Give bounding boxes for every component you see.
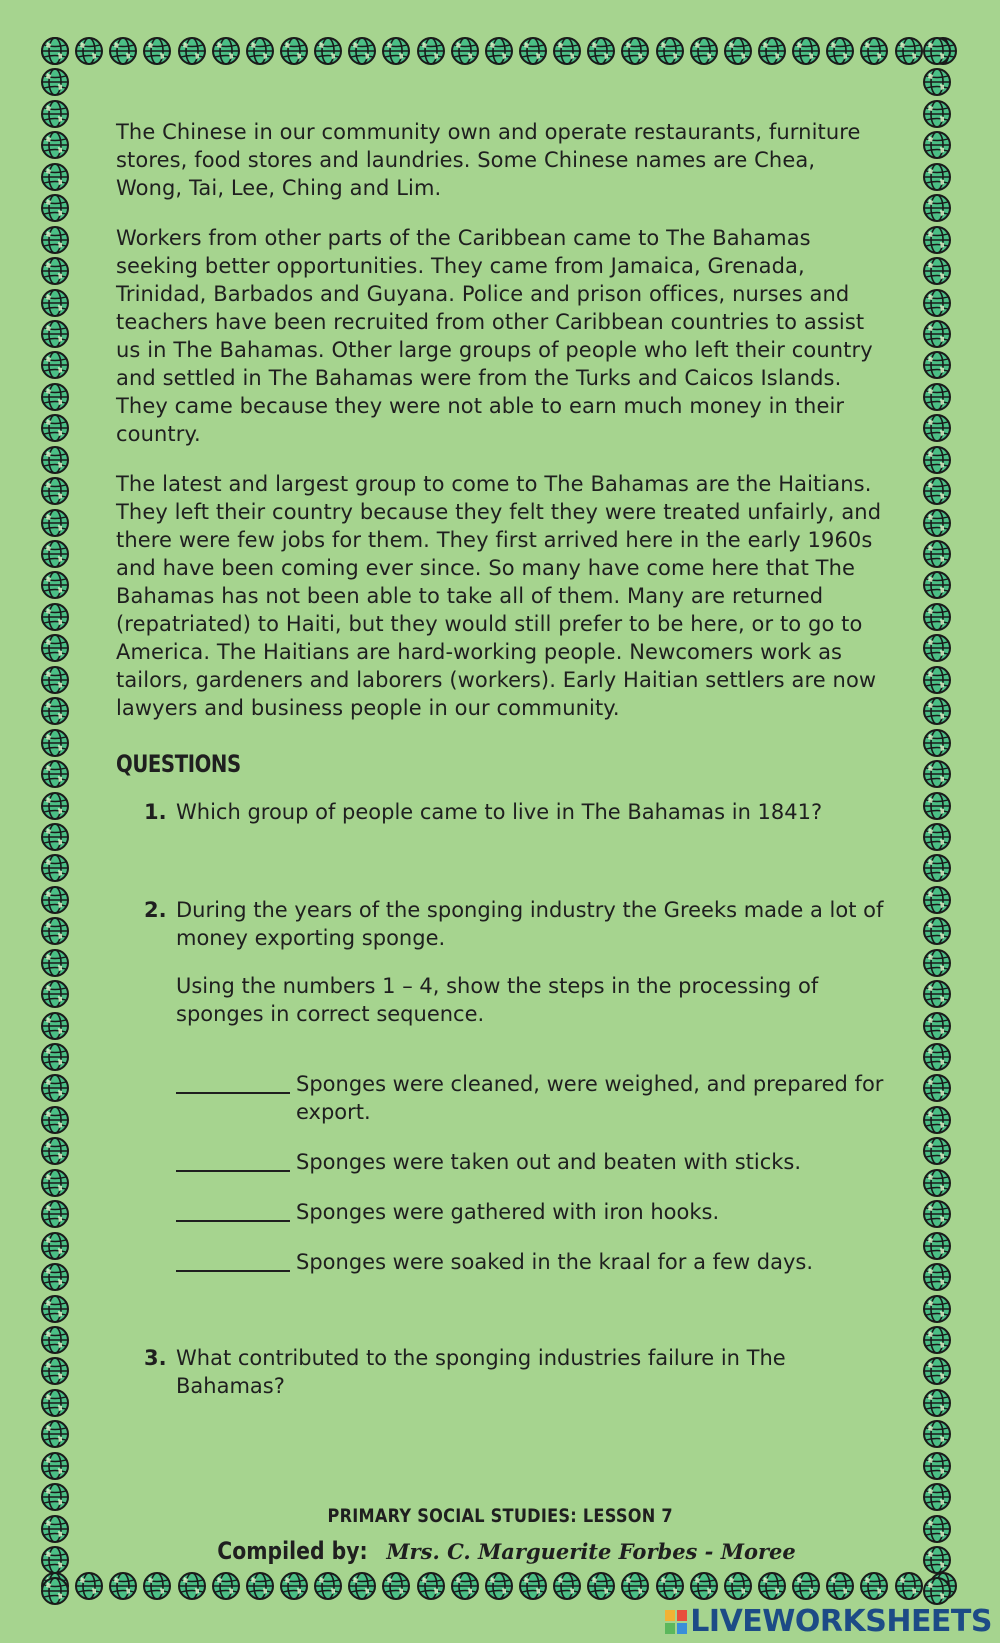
globe-icon xyxy=(177,1571,207,1601)
globe-icon xyxy=(723,1571,753,1601)
globe-icon xyxy=(922,1451,952,1481)
globe-icon xyxy=(859,36,889,66)
globe-icon xyxy=(922,1136,952,1166)
compiled-name: Mrs. C. Marguerite Forbes - Moree xyxy=(386,1539,796,1564)
globe-icon xyxy=(142,36,172,66)
globe-icon xyxy=(40,413,70,443)
globe-icon xyxy=(40,1451,70,1481)
globe-icon xyxy=(922,665,952,695)
globe-icon xyxy=(40,1231,70,1261)
globe-icon xyxy=(922,1168,952,1198)
globe-icon xyxy=(518,36,548,66)
globe-icon xyxy=(922,476,952,506)
globe-icon xyxy=(40,1042,70,1072)
liveworksheets-logo[interactable] xyxy=(665,1604,992,1639)
globe-icon xyxy=(655,36,685,66)
sequence-step xyxy=(176,1070,886,1126)
globe-icon xyxy=(40,288,70,318)
globe-icon xyxy=(922,319,952,349)
answer-blank[interactable] xyxy=(176,1148,290,1172)
footer-title-text: PRIMARY SOCIAL STUDIES: LESSON 7 xyxy=(327,1505,673,1527)
globe-icon xyxy=(894,1571,924,1601)
step-text: Sponges were gathered with iron hooks. xyxy=(296,1200,720,1224)
globe-icon xyxy=(40,633,70,663)
globe-icon xyxy=(40,759,70,789)
sequence-step xyxy=(176,1148,886,1176)
globe-icon xyxy=(922,162,952,192)
globe-icon xyxy=(922,979,952,1009)
globe-icon xyxy=(74,36,104,66)
globe-icon xyxy=(40,1325,70,1355)
question-text: During the years of the sponging industry the Greeks made a lot of money exporting sponge. xyxy=(176,898,884,950)
step-text: Sponges were taken out and beaten with sticks. xyxy=(296,1150,802,1174)
globe-icon xyxy=(381,1571,411,1601)
globe-icon xyxy=(40,853,70,883)
question-1 xyxy=(116,798,886,826)
globe-icon xyxy=(922,916,952,946)
globe-icon xyxy=(40,1011,70,1041)
globe-icon xyxy=(922,1042,952,1072)
globe-icon xyxy=(40,1199,70,1229)
globe-icon xyxy=(40,1356,70,1386)
answer-blank[interactable] xyxy=(176,1198,290,1222)
globe-icon xyxy=(922,1199,952,1229)
globe-icon xyxy=(40,791,70,821)
globe-icon xyxy=(922,288,952,318)
globe-icon xyxy=(922,1231,952,1261)
globe-icon xyxy=(40,602,70,632)
globe-icon xyxy=(586,1571,616,1601)
globe-icon xyxy=(922,1388,952,1418)
globe-icon xyxy=(245,1571,275,1601)
globe-icon xyxy=(922,539,952,569)
globe-icon xyxy=(40,1294,70,1324)
paragraph-haitians: The latest and largest group to come to The Bahamas are the Haitians. They left their country because they felt they were treated unfairly, and there were few jobs for them. They first arrived here in the early 1960s and have been coming ever since. So many have come here that The Bahamas has not been able to take all of them. Many are returned (repatriated) to Haiti, but they would still prefer to be here, or to go to America. The Haitians are hard-working people. Newcomers work as tailors, gardeners and laborers (workers). Early Haitian settlers are now lawyers and business people in our community. xyxy=(116,472,882,720)
globe-icon xyxy=(40,130,70,160)
globe-icon xyxy=(40,1073,70,1103)
globe-icon xyxy=(40,1168,70,1198)
globe-icon xyxy=(859,1571,889,1601)
globe-icon xyxy=(922,1073,952,1103)
globe-icon xyxy=(211,1571,241,1601)
globe-icon xyxy=(40,193,70,223)
globe-icon xyxy=(825,1571,855,1601)
question-instruction: Using the numbers 1 – 4, show the steps in the processing of sponges in correct sequence. xyxy=(176,974,819,1026)
globe-icon xyxy=(74,1571,104,1601)
globe-icon xyxy=(620,1571,650,1601)
globe-icon xyxy=(40,225,70,255)
globe-icon xyxy=(40,1419,70,1449)
globe-border-bottom xyxy=(40,1571,958,1607)
globe-icon xyxy=(40,916,70,946)
globe-icon xyxy=(108,36,138,66)
globe-icon xyxy=(40,1136,70,1166)
globe-icon xyxy=(40,1105,70,1135)
paragraph-caribbean: Workers from other parts of the Caribbean came to The Bahamas seeking better opportunities. They came from Jamaica, Grenada, Trinidad, Barbados and Guyana. Police and prison offices, nurses and teachers have been recruited from other Caribbean countries to assist us in The Bahamas. Other large groups of people who left their country and settled in The Bahamas were from the Turks and Caicos Islands. They came because they were not able to earn much money in their country. xyxy=(116,226,873,446)
globe-icon xyxy=(922,1105,952,1135)
globe-icon xyxy=(922,99,952,129)
globe-icon xyxy=(40,476,70,506)
compiled-label: Compiled by: xyxy=(217,1537,368,1565)
globe-icon xyxy=(655,1571,685,1601)
step-text: Sponges were soaked in the kraal for a few days. xyxy=(296,1250,814,1274)
globe-icon xyxy=(922,822,952,852)
globe-border-top xyxy=(40,36,958,72)
globe-icon xyxy=(922,130,952,160)
globe-icon xyxy=(922,36,952,66)
globe-icon xyxy=(211,36,241,66)
globe-icon xyxy=(40,948,70,978)
globe-icon xyxy=(922,1419,952,1449)
globe-icon xyxy=(586,36,616,66)
globe-icon xyxy=(922,885,952,915)
globe-icon xyxy=(922,225,952,255)
sequence-step xyxy=(176,1248,886,1276)
globe-icon xyxy=(922,728,952,758)
question-text: What contributed to the sponging industries failure in The Bahamas? xyxy=(176,1346,786,1398)
globe-icon xyxy=(40,319,70,349)
globe-icon xyxy=(279,1571,309,1601)
globe-icon xyxy=(40,162,70,192)
globe-icon xyxy=(279,36,309,66)
globe-icon xyxy=(552,36,582,66)
globe-icon xyxy=(552,1571,582,1601)
answer-blank[interactable] xyxy=(176,1248,290,1272)
worksheet-content xyxy=(116,118,886,1400)
globe-icon xyxy=(40,350,70,380)
globe-icon xyxy=(922,1325,952,1355)
globe-icon xyxy=(40,665,70,695)
globe-icon xyxy=(922,570,952,600)
globe-icon xyxy=(40,728,70,758)
globe-icon xyxy=(922,1356,952,1386)
globe-icon xyxy=(40,885,70,915)
globe-icon xyxy=(922,696,952,726)
globe-icon xyxy=(723,36,753,66)
globe-icon xyxy=(791,1571,821,1601)
liveworksheets-logo-text: LIVEWORKSHEETS xyxy=(690,1604,992,1639)
globe-icon xyxy=(40,36,70,66)
globe-icon xyxy=(484,1571,514,1601)
globe-icon xyxy=(757,36,787,66)
globe-border-left xyxy=(40,36,76,1607)
globe-icon xyxy=(40,445,70,475)
globe-icon xyxy=(620,36,650,66)
paragraph-chinese: The Chinese in our community own and operate restaurants, furniture stores, food stores and laundries. Some Chinese names are Chea, Wong, Tai, Lee, Ching and Lim. xyxy=(116,120,861,200)
globe-icon xyxy=(108,1571,138,1601)
sequence-steps xyxy=(116,1070,886,1276)
globe-icon xyxy=(922,1294,952,1324)
answer-blank[interactable] xyxy=(176,1070,290,1094)
sequence-step xyxy=(176,1198,886,1226)
liveworksheets-logo-icon xyxy=(665,1610,687,1634)
globe-icon xyxy=(40,570,70,600)
globe-icon xyxy=(347,1571,377,1601)
globe-icon xyxy=(791,36,821,66)
globe-icon xyxy=(40,508,70,538)
globe-icon xyxy=(40,979,70,1009)
globe-icon xyxy=(40,822,70,852)
globe-icon xyxy=(922,602,952,632)
globe-icon xyxy=(922,948,952,978)
globe-icon xyxy=(347,36,377,66)
globe-icon xyxy=(450,36,480,66)
question-text: Which group of people came to live in The Bahamas in 1841? xyxy=(176,800,823,824)
globe-icon xyxy=(313,1571,343,1601)
globe-icon xyxy=(922,853,952,883)
globe-icon xyxy=(40,99,70,129)
globe-icon xyxy=(313,36,343,66)
question-number: 3. xyxy=(144,1346,167,1370)
globe-icon xyxy=(922,350,952,380)
globe-icon xyxy=(825,36,855,66)
globe-icon xyxy=(922,413,952,443)
globe-icon xyxy=(142,1571,172,1601)
globe-icon xyxy=(922,1262,952,1292)
globe-icon xyxy=(450,1571,480,1601)
globe-icon xyxy=(922,791,952,821)
question-number: 1. xyxy=(144,800,167,824)
question-2 xyxy=(116,896,886,1028)
globe-icon xyxy=(922,508,952,538)
globe-icon xyxy=(381,36,411,66)
globe-icon xyxy=(757,1571,787,1601)
globe-icon xyxy=(416,36,446,66)
globe-icon xyxy=(416,1571,446,1601)
globe-icon xyxy=(922,382,952,412)
step-text: Sponges were cleaned, were weighed, and prepared for export. xyxy=(296,1072,884,1124)
globe-icon xyxy=(40,539,70,569)
globe-icon xyxy=(922,67,952,97)
footer-title xyxy=(0,1505,1000,1527)
globe-icon xyxy=(689,1571,719,1601)
globe-icon xyxy=(922,759,952,789)
globe-icon xyxy=(922,633,952,663)
globe-icon xyxy=(40,382,70,412)
globe-border-right xyxy=(922,36,958,1607)
globe-icon xyxy=(40,1262,70,1292)
globe-icon xyxy=(40,696,70,726)
questions-heading: QUESTIONS xyxy=(116,750,241,778)
question-number: 2. xyxy=(144,898,167,922)
globe-icon xyxy=(40,1388,70,1418)
globe-icon xyxy=(245,36,275,66)
globe-icon xyxy=(40,256,70,286)
globe-icon xyxy=(922,1576,952,1606)
compiled-by xyxy=(0,1537,1000,1565)
globe-icon xyxy=(922,1011,952,1041)
globe-icon xyxy=(518,1571,548,1601)
globe-icon xyxy=(894,36,924,66)
globe-icon xyxy=(689,36,719,66)
globe-icon xyxy=(40,1576,70,1606)
globe-icon xyxy=(922,193,952,223)
question-3 xyxy=(116,1344,886,1400)
globe-icon xyxy=(484,36,514,66)
globe-icon xyxy=(922,445,952,475)
globe-icon xyxy=(177,36,207,66)
globe-icon xyxy=(922,256,952,286)
globe-icon xyxy=(40,67,70,97)
